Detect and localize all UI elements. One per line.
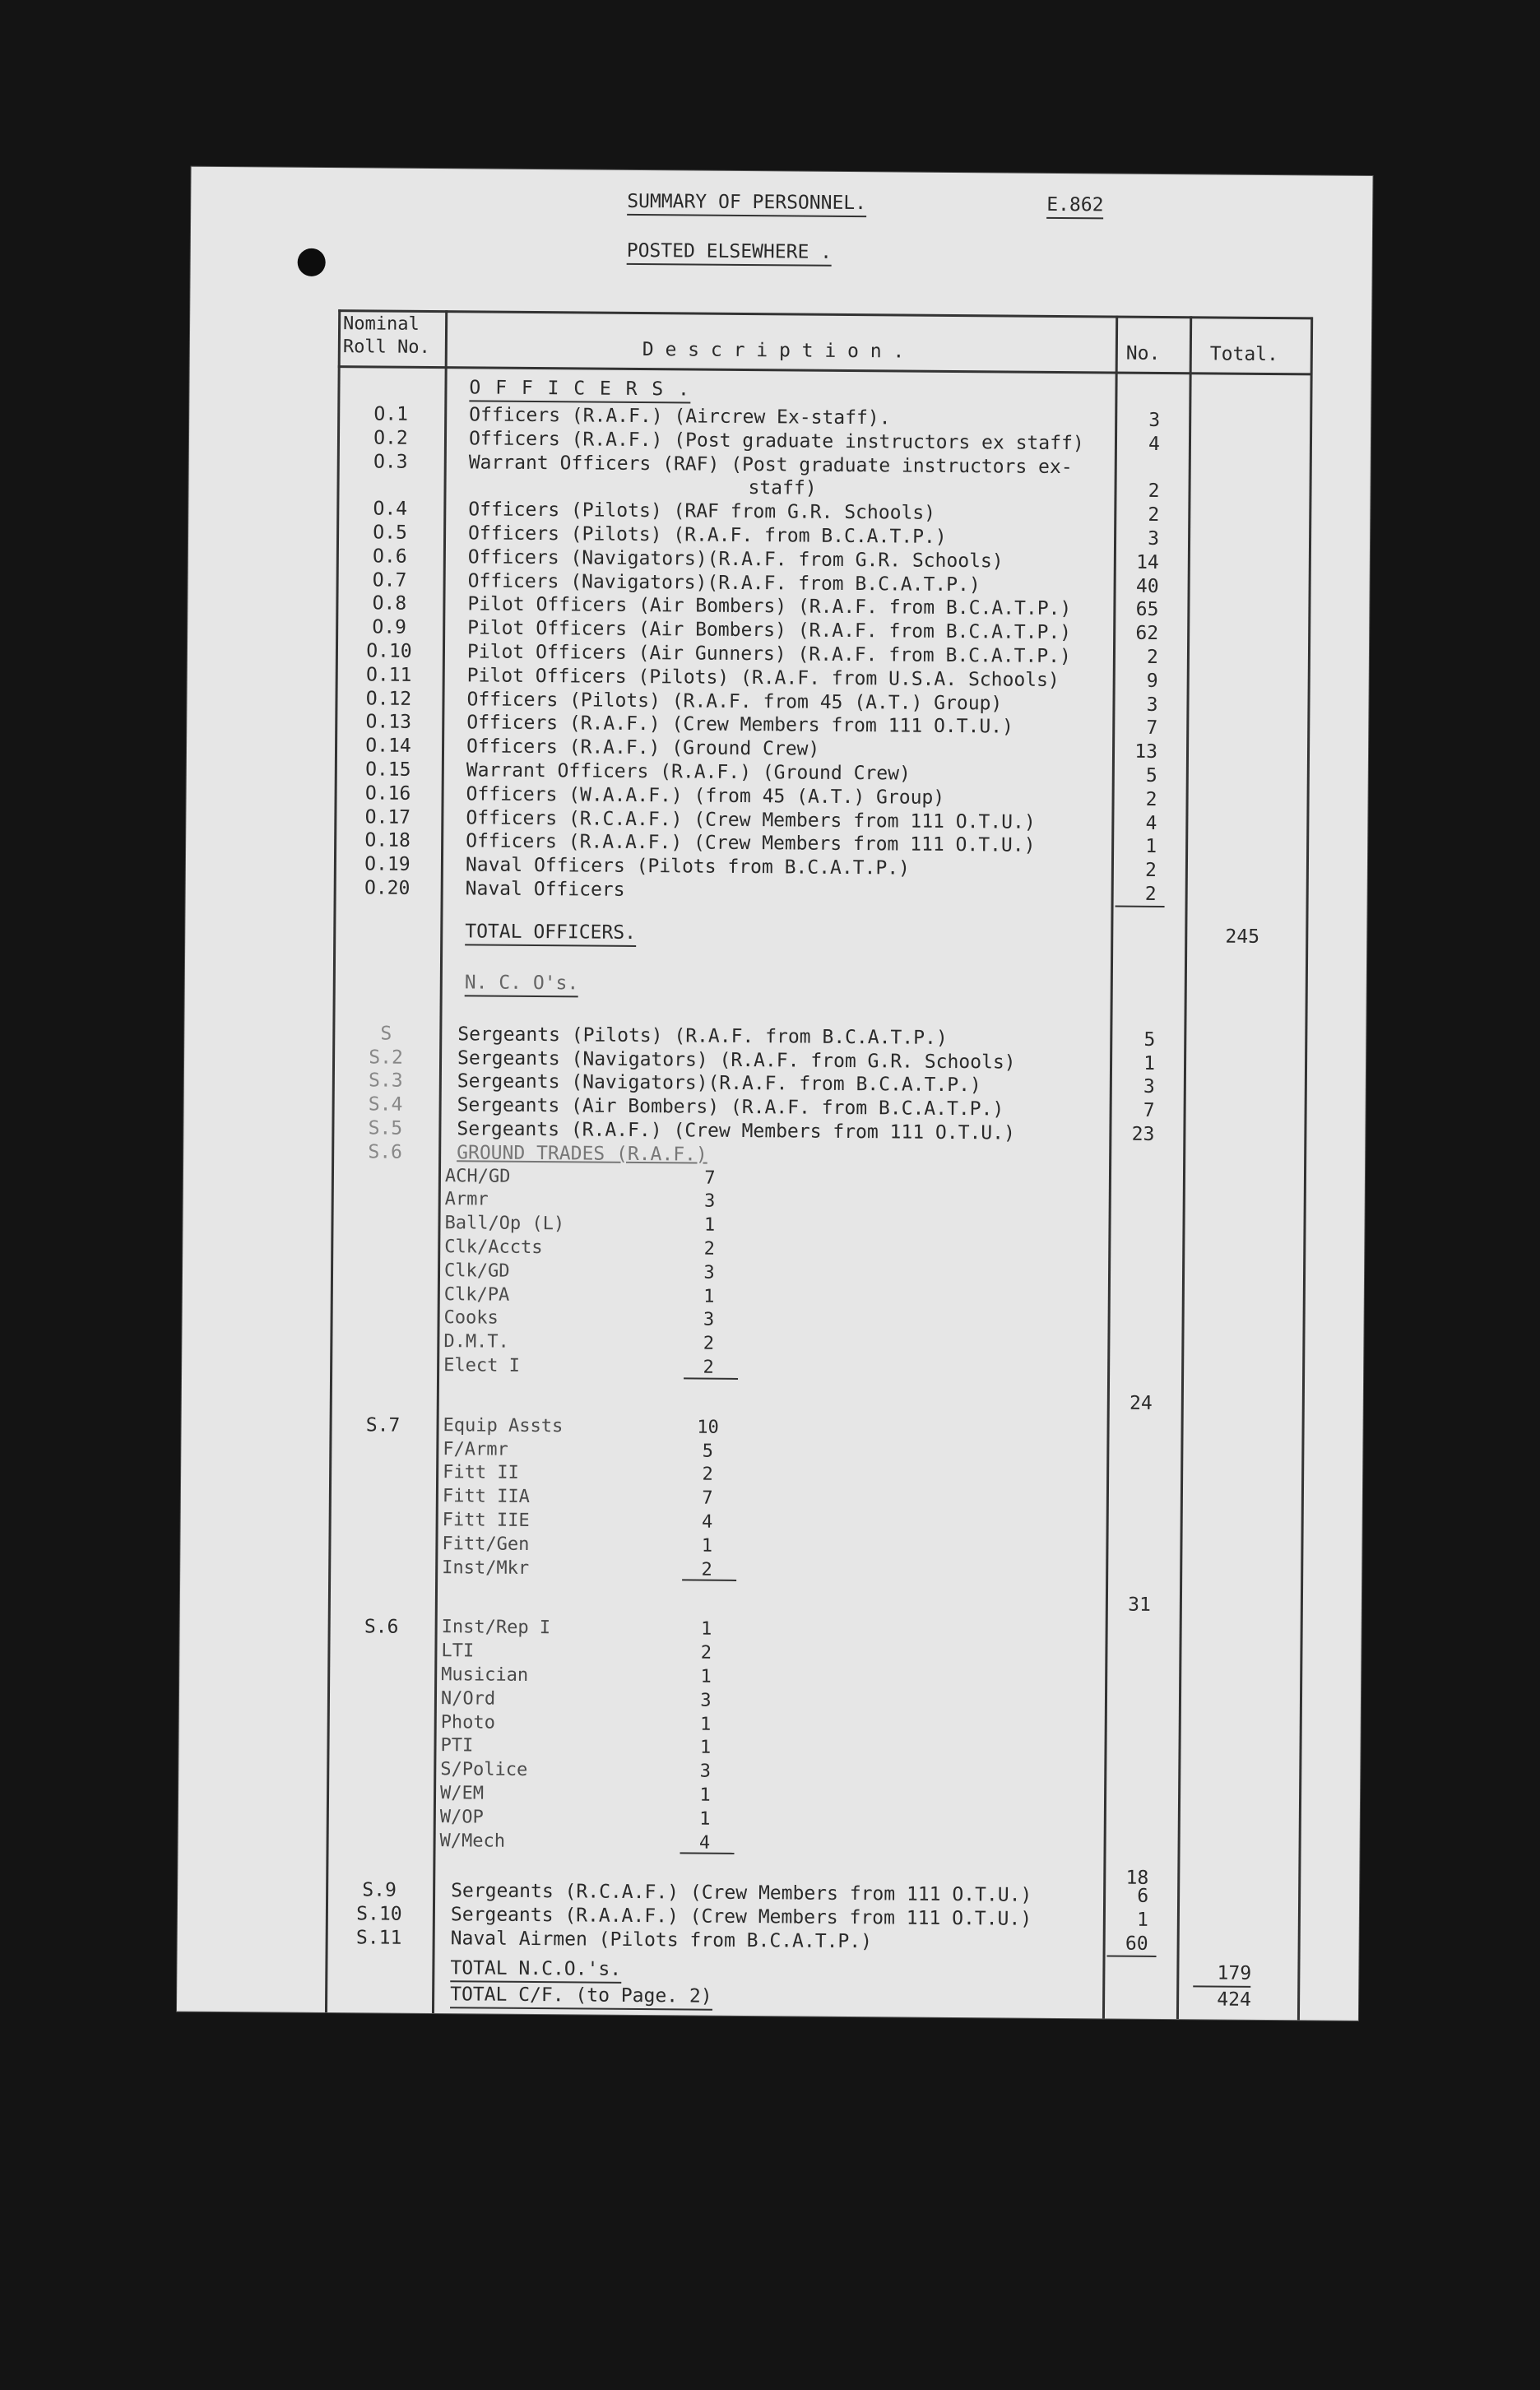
table-row-description: Officers (Navigators)(R.A.F. from G.R. Schools): [467, 546, 1004, 573]
table-row-count: 1: [1145, 836, 1157, 858]
trade-name: Fitt/Gen: [442, 1533, 530, 1555]
document-subtitle: POSTED ELSEWHERE .: [627, 239, 832, 267]
trade-count: 2: [700, 1642, 712, 1664]
trade-name: Fitt II: [443, 1462, 519, 1484]
trade-count: 7: [704, 1167, 716, 1189]
total-officers-value: 245: [1225, 926, 1260, 948]
trade-count: 2: [702, 1464, 713, 1486]
trade-name: N/Ord: [440, 1687, 496, 1710]
table-row-count: 62: [1135, 622, 1159, 645]
table-row-roll: S.2: [369, 1046, 403, 1069]
table-row-description: Sergeants (Air Bombers) (R.A.F. from B.C.A.T.P.): [457, 1094, 1004, 1121]
table-row-roll: O.13: [365, 711, 412, 734]
trade-name: PTI: [440, 1735, 474, 1757]
table-row-description: Officers (Pilots) (RAF from G.R. Schools): [468, 499, 936, 524]
trade-count: 1: [700, 1619, 712, 1641]
table-row-description: Officers (R.A.F.) (Ground Crew): [466, 736, 820, 760]
table-row-count: 2: [1148, 504, 1160, 527]
document-reference: E.862: [1046, 193, 1103, 220]
table-row-roll: O.10: [366, 640, 412, 662]
total-ncos-label: TOTAL N.C.O.'s.: [450, 1956, 621, 1984]
table-row-roll: O.9: [372, 616, 407, 638]
trade-name: Photo: [440, 1711, 496, 1733]
table-row-description: Pilot Officers (Air Bombers) (R.A.F. from B.C.A.T.P.): [467, 617, 1072, 644]
grand-total-value: 424: [1217, 1989, 1251, 2011]
table-row-description: Sergeants (Pilots) (R.A.F. from B.C.A.T.P.): [457, 1023, 948, 1049]
trade-count: 1: [700, 1714, 712, 1735]
table-row-description: Officers (R.A.F.) (Aircrew Ex-staff).: [469, 404, 891, 429]
trade-name: Armr: [444, 1189, 489, 1210]
table-row-roll: O.15: [365, 759, 411, 781]
table-row-roll: O.11: [365, 664, 412, 686]
table-row-roll: O.8: [372, 592, 407, 615]
table-row-count: 2: [1144, 883, 1157, 905]
trade-count: 1: [699, 1784, 711, 1806]
trade-count: 1: [699, 1737, 712, 1759]
trade-name: Elect I: [443, 1355, 520, 1376]
table-row-roll: O.16: [364, 782, 411, 805]
table-row-count: 5: [1145, 764, 1157, 787]
trade-count: 1: [700, 1666, 712, 1687]
subtotal-group-2: 31: [1128, 1594, 1151, 1617]
trade-name: Clk/PA: [443, 1283, 510, 1306]
table-row-count: 13: [1134, 740, 1158, 763]
trade-count: 1: [703, 1286, 715, 1307]
table-row-count: 7: [1143, 1100, 1155, 1122]
table-row-description: Sergeants (R.A.A.F.) (Crew Members from 111 O.T.U.): [450, 1904, 1032, 1930]
table-row-roll: O.4: [373, 498, 408, 520]
table-row-description: Sergeants (Navigators) (R.A.F. from G.R. Schools): [457, 1046, 1016, 1074]
table-row-count: 23: [1131, 1123, 1155, 1145]
table-row-description: staff): [748, 477, 817, 500]
table-row-roll: O.12: [365, 687, 412, 710]
section-heading-officers: O F F I C E R S .: [469, 376, 691, 403]
table-row-description: Officers (Navigators)(R.A.F. from B.C.A.T.P.): [467, 569, 981, 596]
table-row-roll: S.5: [368, 1117, 403, 1139]
trade-count: 2: [701, 1559, 712, 1580]
trade-name: ACH/GD: [444, 1165, 511, 1187]
table-row-count: 40: [1135, 575, 1159, 597]
table-row-description: Officers (W.A.A.F.) (from 45 (A.T.) Group): [466, 783, 945, 809]
subtotal-group-3: 18: [1125, 1868, 1149, 1890]
trade-count: 1: [699, 1808, 711, 1830]
table-row-roll: O.7: [372, 569, 407, 592]
trade-name: Inst/Mkr: [442, 1557, 530, 1579]
table-row-count: 7: [1146, 717, 1158, 740]
table-row-roll: O.17: [364, 805, 411, 828]
table-row-count: 2: [1148, 480, 1160, 503]
trade-name: D.M.T.: [443, 1331, 509, 1353]
table-row-roll: S: [380, 1023, 392, 1045]
table-row-roll: O.1: [373, 403, 409, 425]
subtotal-group-1: 24: [1129, 1392, 1153, 1414]
table-row-roll: O.2: [373, 427, 408, 449]
trade-count: 3: [703, 1310, 715, 1331]
trade-name: Ball/Op (L): [444, 1213, 565, 1235]
document-title: SUMMARY OF PERSONNEL.: [627, 190, 866, 217]
table-row-description: Officers (R.A.F.) (Post graduate instructors ex staff): [468, 428, 1084, 455]
table-row-description: Officers (R.C.A.F.) (Crew Members from 111 O.T.U.): [466, 806, 1036, 833]
table-row-description: Officers (R.A.F.) (Crew Members from 111 O.T.U.): [466, 712, 1014, 738]
trade-count: 4: [701, 1511, 713, 1533]
trade-name: Inst/Rep I: [441, 1617, 551, 1639]
table-row-description: Sergeants (Navigators)(R.A.F. from B.C.A.T.P.): [457, 1070, 981, 1097]
table-row-count: 3: [1143, 1076, 1155, 1098]
trade-count: 2: [703, 1238, 715, 1260]
section-heading-ncos: N. C. O's.: [465, 971, 579, 997]
total-officers-label: TOTAL OFFICERS.: [465, 920, 636, 947]
table-row-roll: S.4: [368, 1093, 403, 1116]
table-row-description: Pilot Officers (Air Bombers) (R.A.F. from B.C.A.T.P.): [467, 593, 1072, 620]
trade-name: Musician: [441, 1664, 529, 1686]
table-row-roll: O.18: [364, 829, 411, 852]
table-row-description: Naval Officers: [465, 878, 625, 901]
table-row-roll: S.3: [368, 1070, 403, 1093]
table-row-description: Officers (Pilots) (R.A.F. from 45 (A.T.) Group): [466, 688, 1003, 715]
table-row-count: 2: [1145, 788, 1157, 810]
trade-name: Clk/Accts: [444, 1237, 543, 1259]
table-row-count: 1: [1143, 1052, 1156, 1074]
table-row-description: Pilot Officers (Air Gunners) (R.A.F. from B.C.A.T.P.): [466, 641, 1071, 668]
table-row-roll: O.6: [372, 545, 407, 568]
trade-count: 2: [703, 1333, 715, 1354]
table-row-count: 2: [1144, 860, 1157, 882]
trade-name: Fitt IIE: [442, 1510, 530, 1531]
column-header-description: D e s c r i p t i o n .: [642, 339, 905, 363]
table-row-roll: O.19: [364, 853, 411, 875]
trade-count: 3: [704, 1191, 716, 1213]
table-row-count: 9: [1146, 670, 1158, 692]
trade-count: 4: [698, 1832, 711, 1854]
table-row-count: 3: [1146, 694, 1158, 716]
trade-name: Equip Assts: [443, 1414, 564, 1437]
trade-name: W/EM: [439, 1783, 485, 1804]
trade-count: 5: [702, 1441, 714, 1462]
trade-count: 3: [703, 1262, 715, 1283]
table-row-roll: O.3: [373, 451, 408, 473]
table-row-count: 60: [1125, 1933, 1148, 1955]
table-row-count: 4: [1148, 433, 1161, 455]
table-row-roll: S.11: [355, 1927, 402, 1949]
table-row-count: 3: [1148, 409, 1161, 431]
table-row-description: Warrant Officers (RAF) (Post graduate instructors ex-: [468, 451, 1073, 478]
table-row-description: Officers (R.A.A.F.) (Crew Members from 111 O.T.U.): [466, 830, 1036, 857]
table-row-description: GROUND TRADES (R.A.F.): [457, 1142, 707, 1166]
table-row-count: 14: [1136, 551, 1159, 573]
table-row-count: 5: [1143, 1028, 1156, 1051]
table-row-count: 3: [1148, 527, 1160, 550]
trade-count: 3: [699, 1761, 712, 1782]
column-header-total: Total.: [1209, 343, 1279, 366]
table-row-description: Naval Airmen (Pilots from B.C.A.T.P.): [450, 1928, 873, 1953]
table-row-roll: S.6: [364, 1616, 399, 1639]
trade-name: Fitt IIA: [442, 1486, 530, 1508]
table-row-roll: O.20: [364, 877, 411, 899]
table-row-roll: S.6: [368, 1141, 403, 1163]
table-row-count: 4: [1145, 812, 1157, 834]
trade-name: W/OP: [439, 1806, 484, 1828]
column-header-roll: Nominal Roll No.: [342, 313, 430, 358]
trade-count: 10: [697, 1417, 719, 1438]
punch-hole: [298, 248, 326, 276]
grand-total-label: TOTAL C/F. (to Page. 2): [450, 1983, 712, 2011]
trade-count: 2: [703, 1357, 714, 1378]
table-row-count: 2: [1146, 646, 1159, 668]
trade-count: 3: [700, 1690, 712, 1711]
table-row-count: 6: [1137, 1886, 1149, 1908]
trade-count: 7: [702, 1487, 713, 1509]
table-row-roll: S.9: [362, 1879, 397, 1902]
table-row-roll: S.7: [365, 1414, 401, 1436]
trade-name: S/Police: [440, 1759, 528, 1781]
table-row-count: 1: [1136, 1909, 1148, 1932]
trade-name: F/Armr: [443, 1438, 508, 1460]
column-header-no: No.: [1125, 342, 1161, 364]
table-row-roll: S.10: [356, 1903, 402, 1925]
table-row-roll: O.14: [365, 735, 411, 757]
table-row-roll: O.5: [373, 522, 407, 544]
table-row-description: Pilot Officers (Pilots) (R.A.F. from U.S.A. Schools): [466, 665, 1060, 691]
table-row-description: Sergeants (R.C.A.F.) (Crew Members from 111 O.T.U.): [451, 1880, 1032, 1907]
trade-count: 1: [701, 1535, 713, 1557]
trade-name: Cooks: [443, 1307, 499, 1330]
total-ncos-value: 179: [1217, 1962, 1252, 1984]
trade-name: Clk/GD: [443, 1260, 510, 1282]
table-row-description: Warrant Officers (R.A.F.) (Ground Crew): [466, 759, 911, 785]
trade-name: LTI: [441, 1641, 475, 1662]
table-row-description: Naval Officers (Pilots from B.C.A.T.P.): [465, 854, 911, 879]
trade-count: 1: [703, 1214, 716, 1236]
document-page: [174, 167, 1540, 2390]
table-row-description: Sergeants (R.A.F.) (Crew Members from 111 O.T.U.): [457, 1118, 1016, 1144]
table-row-count: 65: [1135, 599, 1159, 621]
trade-name: W/Mech: [439, 1830, 506, 1852]
table-row-description: Officers (Pilots) (R.A.F. from B.C.A.T.P.): [467, 522, 947, 548]
